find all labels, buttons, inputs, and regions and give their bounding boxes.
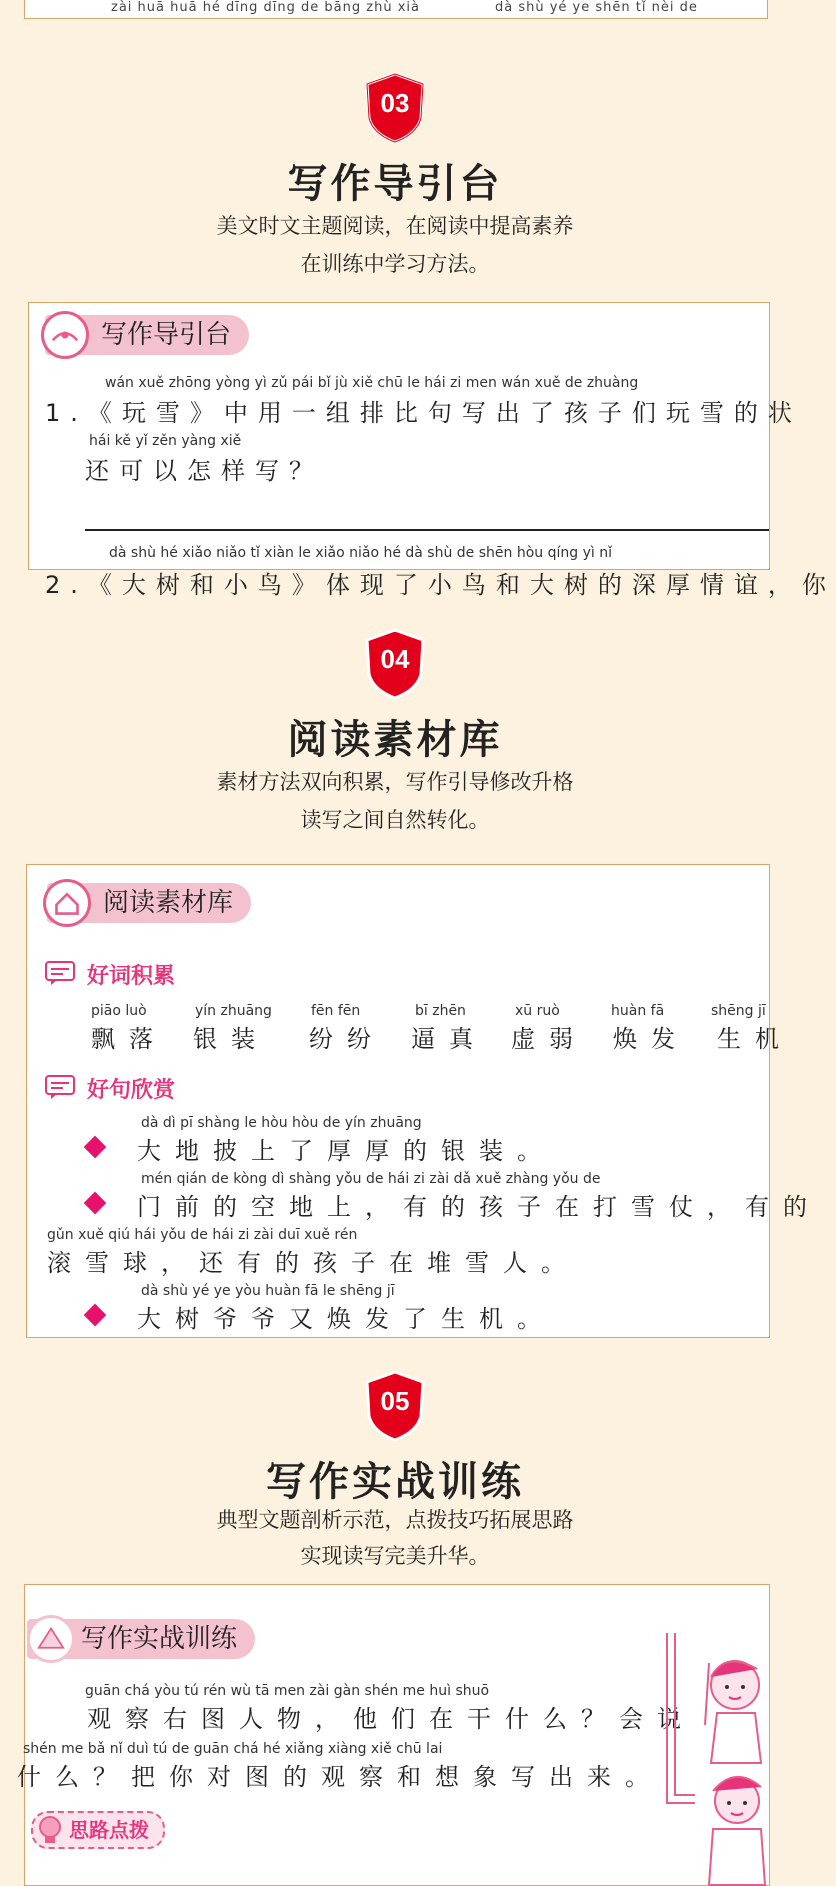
book-icon <box>41 311 89 359</box>
word: 纷纷 <box>309 1025 385 1053</box>
good-words-heading: 好词积累 <box>87 963 176 989</box>
speech-bubble-icon <box>45 1075 75 1099</box>
pinyin-line: zài huā huā hé dīng dīng de bāng zhù xià <box>111 0 420 15</box>
section-desc-line2: 实现读写完美升华。 <box>300 1544 490 1568</box>
sentence-2: 门前的空地上，有的孩子在打雪仗，有的 <box>137 1193 821 1221</box>
card-reading-materials <box>26 864 821 1338</box>
section-desc-line1: 典型文题剖析示范，点拨技巧拓展思路 <box>216 1508 574 1532</box>
section-badge-05 <box>361 1370 429 1442</box>
prompt-line-1: 观察右图人物，他们在干什么？会说 <box>87 1705 695 1733</box>
question-2: 2.《大树和小鸟》体现了小鸟和大树的深厚情谊，你 <box>45 571 836 599</box>
word-pinyin: shēng jī <box>711 1003 766 1019</box>
good-sentences-heading: 好句欣赏 <box>87 1077 176 1103</box>
section-desc-line2: 读写之间自然转化。 <box>300 808 490 832</box>
word: 银装 <box>193 1025 269 1053</box>
diamond-bullet-icon <box>84 1304 107 1327</box>
section-desc-line1: 素材方法双向积累，写作引导修改升格 <box>216 770 574 794</box>
question-1-cont: 还可以怎样写？ <box>85 457 323 485</box>
sentence-1: 大地披上了厚厚的银装。 <box>137 1137 555 1165</box>
word-pinyin: huàn fā <box>611 1003 665 1019</box>
answer-line <box>85 529 769 531</box>
card-title: 写作导引台 <box>45 315 249 355</box>
prompt-pinyin: guān chá yòu tú rén wù tā men zài gàn shén me huì shuō <box>85 1683 490 1699</box>
prompt-pinyin: shén me bǎ nǐ duì tú de guān chá hé xiǎng xiàng xiě chū lai <box>23 1741 443 1757</box>
badge-number: 03 <box>380 88 410 118</box>
section-badge-03 <box>361 72 429 144</box>
sentence-pinyin: gǔn xuě qiú hái yǒu de hái zi zài duī xuě rén <box>47 1227 358 1243</box>
word: 虚弱 <box>511 1025 587 1053</box>
section-title: 阅读素材库 <box>287 717 503 763</box>
card-writing-practice <box>17 1584 770 1886</box>
prompt-line-2: 什么？把你对图的观察和想象写出来。 <box>17 1763 663 1791</box>
house-icon <box>43 879 91 927</box>
word-pinyin: fēn fēn <box>311 1003 361 1019</box>
children-illustration <box>665 1633 769 1885</box>
section-desc-line1: 美文时文主题阅读，在阅读中提高素养 <box>216 214 574 238</box>
card-title: 阅读素材库 <box>47 883 251 923</box>
previous-card-strip <box>24 0 768 19</box>
thinking-tips-tag: 思路点拨 <box>31 1811 165 1849</box>
sentence-2-cont: 滚雪球，还有的孩子在堆雪人。 <box>47 1249 579 1277</box>
pinyin-line: hái kě yǐ zěn yàng xiě <box>89 433 242 449</box>
sentence-pinyin: mén qián de kòng dì shàng yǒu de hái zi zài dǎ xuě zhàng yǒu de <box>141 1171 601 1187</box>
section-title: 写作导引台 <box>287 161 503 207</box>
lightbulb-icon <box>37 1815 63 1845</box>
word-pinyin: piāo luò <box>91 1003 147 1019</box>
card-writing-guide <box>28 302 836 599</box>
section-badge-04 <box>361 628 429 700</box>
pinyin-line: wán xuě zhōng yòng yì zǔ pái bǐ jù xiě chū le hái zi men wán xuě de zhuàng <box>105 375 639 391</box>
badge-number: 05 <box>380 1386 410 1416</box>
question-1: 1.《玩雪》中用一组排比句写出了孩子们玩雪的状 <box>45 399 802 427</box>
word-pinyin: yín zhuāng <box>195 1003 272 1019</box>
word: 逼真 <box>411 1025 487 1053</box>
sentence-pinyin: dà shù yé ye yòu huàn fā le shēng jī <box>141 1283 395 1299</box>
badge-number: 04 <box>380 644 410 674</box>
pinyin-line: dà shù yé ye shēn tǐ nèi de <box>495 0 698 15</box>
word: 生机 <box>717 1025 793 1053</box>
word-pinyin: xū ruò <box>515 1003 560 1019</box>
sentence-pinyin: dà dì pī shàng le hòu hòu de yín zhuāng <box>141 1115 422 1131</box>
word: 焕发 <box>613 1025 689 1053</box>
pinyin-line: dà shù hé xiǎo niǎo tǐ xiàn le xiǎo niǎo hé dà shù de shēn hòu qíng yì nǐ <box>109 545 612 561</box>
sentence-3: 大树爷爷又焕发了生机。 <box>137 1305 555 1333</box>
diamond-bullet-icon <box>84 1192 107 1215</box>
speech-bubble-icon <box>45 961 75 985</box>
diamond-bullet-icon <box>84 1136 107 1159</box>
tent-icon <box>27 1615 75 1663</box>
card-title: 写作实战训练 <box>27 1619 255 1659</box>
section-desc-line2: 在训练中学习方法。 <box>300 252 490 276</box>
word: 飘落 <box>91 1025 167 1053</box>
section-title: 写作实战训练 <box>266 1459 524 1505</box>
word-pinyin: bī zhēn <box>415 1003 466 1019</box>
